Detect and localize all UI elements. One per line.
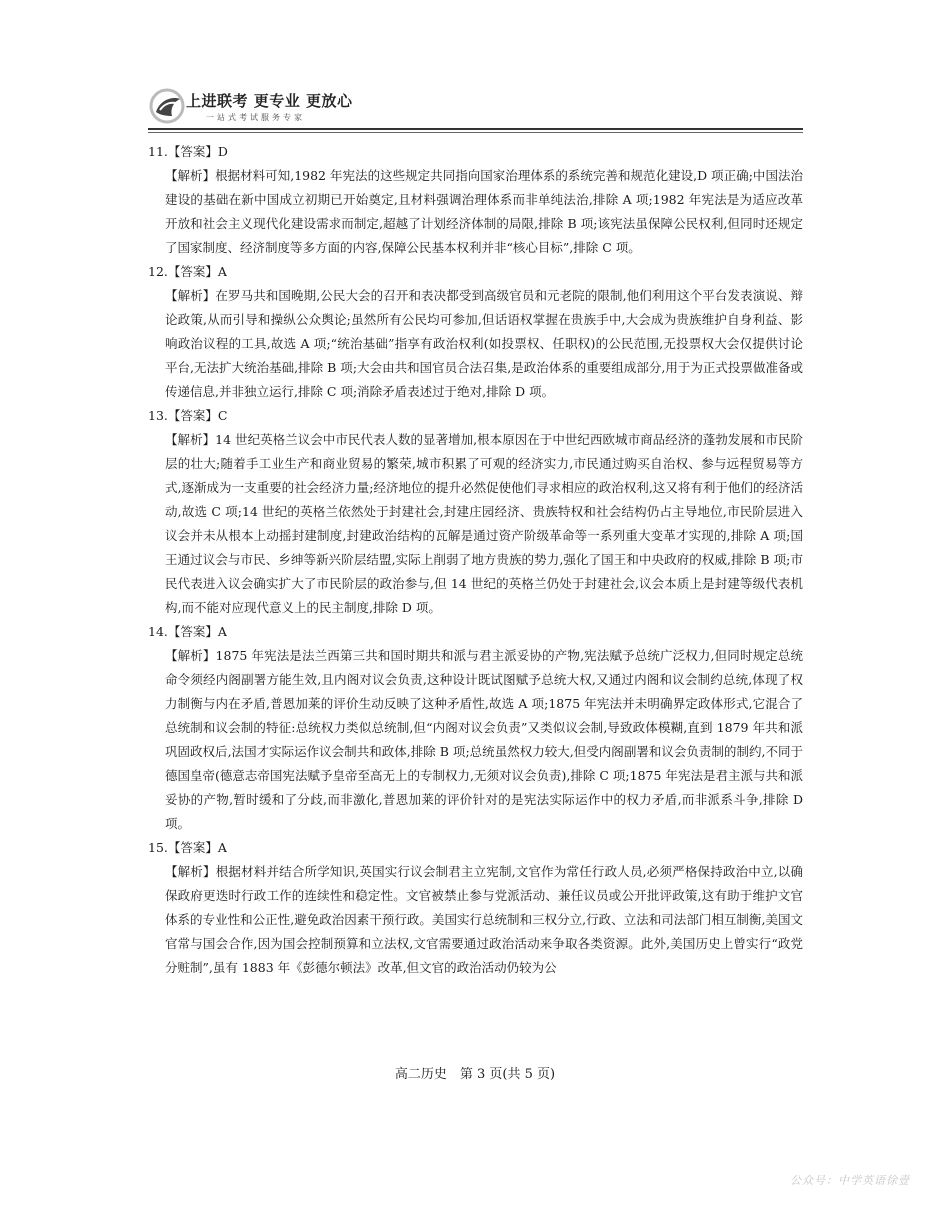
header-rule-thin [148, 132, 803, 133]
explanation-text: 【解析】根据材料可知,1982 年宪法的这些规定共同指向国家治理体系的系统完善和规范化建设,D 项正确;中国法治建设的基础在新中国成立初期已开始奠定,且材料强调治理体系而非单纯法治,排除 A 项;1982 年宪法是为适应改革开放和社会主义现代化建设需求而制定,超越了计划经济体制的局限,排除 B 项;该宪法虽保障公民权利,但同时还规定了国家制度、经济制度等多方面的内容,保障公民基本权利并非“核心目标”,排除 C 项。 [165, 168, 803, 255]
explanation-text: 【解析】1875 年宪法是法兰西第三共和国时期共和派与君主派妥协的产物,宪法赋予总统广泛权力,但同时规定总统命令须经内阁副署方能生效,且内阁对议会负责,这种设计既试图赋予总统大权,又通过内阁和议会制约总统,体现了权力制衡与内在矛盾,普恩加莱的评价生动反映了这种矛盾性,故选 A 项;1875 年宪法并未明确界定政体形式,它混合了总统制和议会制的特征:总统权力类似总统制,但“内阁对议会负责”又类似议会制,导致政体模糊,直到 1879 年共和派巩固政权后,法国才实际运作议会制共和政体,排除 B 项;总统虽然权力较大,但受内阁副署和议会负责制的制约,不同于德国皇帝(德意志帝国宪法赋予皇帝至高无上的专制权力,无须对议会负责),排除 C 项;1875 年宪法是君主派与共和派妥协的产物,暂时缓和了分歧,而非激化,普恩加莱的评价针对的是宪法实际运作中的权力矛盾,而非派系斗争,排除 D 项。 [165, 648, 803, 831]
explanation-text: 【解析】根据材料并结合所学知识,英国实行议会制君主立宪制,文官作为常任行政人员,必须严格保持政治中立,以确保政府更迭时行政工作的连续性和稳定性。文官被禁止参与党派活动、兼任议员或公开批评政策,这有助于维护文官体系的专业性和公正性,避免政治因素干预行政。美国实行总统制和三权分立,行政、立法和司法部门相互制衡,美国文官常与国会合作,因为国会控制预算和立法权,文官需要通过政治活动来争取各类资源。此外,美国历史上曾实行“政党分赃制”,虽有 1883 年《彭德尔顿法》改革,但文官的政治活动仍较为公 [165, 864, 803, 975]
question-item-14 [148, 620, 803, 836]
question-item-13 [148, 404, 803, 620]
brand-subtitle: 一站式考试服务专家 [206, 113, 305, 122]
answer-label: 13.【答案】C [148, 408, 228, 423]
explanation-text: 【解析】在罗马共和国晚期,公民大会的召开和表决都受到高级官员和元老院的限制,他们利用这个平台发表演说、辩论政策,从而引导和操纵公众舆论;虽然所有公民均可参加,但话语权掌握在贵族手中,大会成为贵族维护自身利益、影响政治议程的工具,故选 A 项;“统治基础”指享有政治权利(如投票权、任职权)的公民范围,无投票权大会仅提供讨论平台,无法扩大统治基础,排除 B 项;大会由共和国官员合法召集,是政治体系的重要组成部分,用于为正式投票做准备或传递信息,并非独立运行,排除 C 项;消除矛盾表述过于绝对,排除 D 项。 [165, 288, 803, 399]
question-item-12 [148, 260, 803, 404]
brand-slogan: 上进联考 更专业 更放心 [186, 92, 353, 110]
answer-label: 15.【答案】A [148, 840, 227, 855]
answer-label: 12.【答案】A [148, 264, 227, 279]
header-rule [148, 128, 803, 130]
answer-label: 14.【答案】A [148, 624, 227, 639]
question-item-15 [148, 836, 803, 980]
watermark: 公众号：中学英语徐壹 [790, 1174, 910, 1187]
page-header [148, 86, 803, 128]
answer-content [148, 140, 803, 980]
answer-label: 11.【答案】D [148, 144, 228, 159]
question-item-11 [148, 140, 803, 260]
page-footer: 高二历史 第 3 页(共 5 页) [394, 1067, 556, 1082]
explanation-text: 【解析】14 世纪英格兰议会中市民代表人数的显著增加,根本原因在于中世纪西欧城市商品经济的蓬勃发展和市民阶层的壮大;随着手工业生产和商业贸易的繁荣,城市积累了可观的经济实力,市民通过购买自治权、参与远程贸易等方式,逐渐成为一支重要的社会经济力量;经济地位的提升必然促使他们寻求相应的政治权利,这又将有利于他们的经济活动,故选 C 项;14 世纪的英格兰依然处于封建社会,封建庄园经济、贵族特权和社会结构仍占主导地位,市民阶层进入议会并未从根本上动摇封建制度,封建政治结构的瓦解是通过资产阶级革命等一系列重大变革才实现的,排除 A 项;国王通过议会与市民、乡绅等新兴阶层结盟,实际上削弱了地方贵族的势力,强化了国王和中央政府的权威,排除 B 项;市民代表进入议会确实扩大了市民阶层的政治参与,但 14 世纪的英格兰仍处于封建社会,议会本质上是封建等级代表机构,而不能对应现代意义上的民主制度,排除 D 项。 [165, 432, 803, 615]
brand-logo-icon [148, 86, 188, 126]
